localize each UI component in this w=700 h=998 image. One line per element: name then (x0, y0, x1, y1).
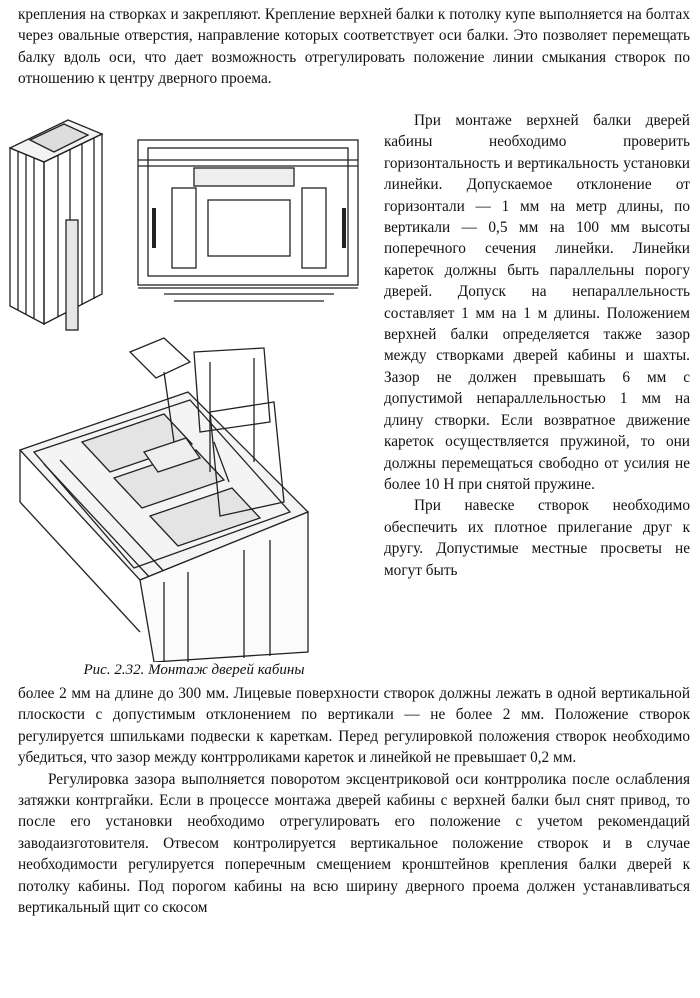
assembly-perspective-drawing (14, 332, 378, 662)
figure-caption: Рис. 2.32. Монтаж дверей кабины (83, 662, 305, 678)
paragraph-right-2: При навеске створок необходимо обеспечить их плотное прилегание друг к другу. Допустимые местные просветы не могут быть (384, 497, 690, 579)
paragraph-right-1: При монтаже верхней балки дверей кабины необходимо проверить горизонтальность и вертикальность установки линейки. Допускаемое отклонение от горизонтали — 1 мм на метр длины, по вертикали — 0,5 мм на 100 мм высоты поперечного сечения линейки. Линейки кареток должны быть параллельны порогу дверей. Допуск на непараллельность составляет 1 мм на 1 м длины. Положением верхней балки определяется также зазор между створками дверей кабины и шахты. Зазор не должен превышать 6 мм с допустимой непараллельностью 1 мм на длину створки. Если возвратное движение кареток осуществляется пружиной, то они должны перемещаться свободно от усилия не более 10 Н при снятой пружине. (384, 112, 690, 493)
text-block-top (18, 4, 690, 90)
figure-cabin-doors (6, 110, 380, 660)
text-block-bottom (18, 683, 690, 918)
paragraph-bottom-1: более 2 мм на длине до 300 мм. Лицевые поверхности створок должны лежать в одной вертикальной плоскости с допустимым отклонением по вертикали — не более 2 мм. Положение створок регулируется шпильками подвески к кареткам. Перед регулировкой положения створок необходимо убедиться, что зазор между контрроликами кареток и линейкой не превышает 0,2 мм. (18, 685, 690, 767)
text-block-right (384, 110, 690, 581)
paragraph-top: крепления на створках и закрепляют. Крепление верхней балки к потолку купе выполняется на болтах через овальные отверстия, направление которых соответствует оси балки. Это позволяет перемещать балку вдоль оси, что дает возможность отрегулировать положение линии смыкания створок по отношению к центру дверного проема. (18, 6, 690, 88)
cabin-isometric-drawing (6, 110, 116, 335)
beam-front-view-drawing (134, 138, 364, 308)
paragraph-bottom-2: Регулировка зазора выполняется поворотом эксцентриковой оси контрролика после ослабления затяжки контргайки. Если в процессе монтажа дверей кабины с верхней балки был снят привод, то после его установки необходимо отрегулировать его положение с учетом рекомендаций заводаизготовителя. Отвесом контролируется вертикальное положение створок и в случае необходимости регулируется поперечным смещением кронштейнов крепления балки дверей к потолку кабины. Под порогом кабины на всю ширину дверного проема должен устанавливаться вертикальный щит со скосом (18, 770, 690, 917)
